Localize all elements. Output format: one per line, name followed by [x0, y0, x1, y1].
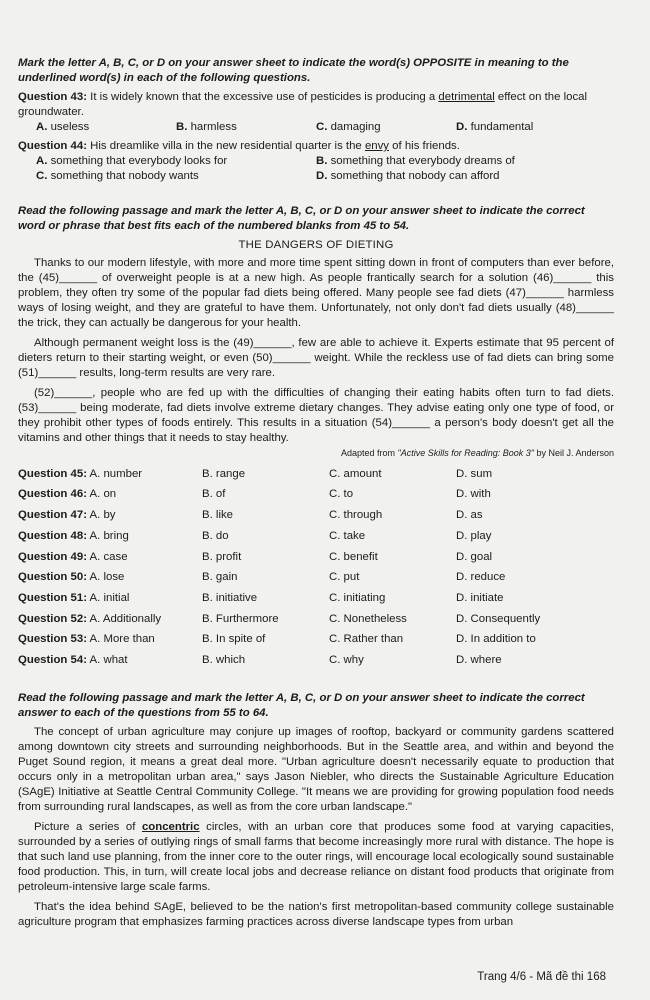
option-c: C. something that nobody wants — [36, 170, 199, 183]
question-44 — [18, 139, 614, 154]
cloze-question: Question 48: A. bring B. do C. take D. play — [18, 529, 492, 542]
options-43 — [18, 120, 614, 135]
cloze-question: Question 51: A. initial B. initiative C. initiating D. initiate — [18, 591, 504, 604]
option-b: B. something that everybody dreams of — [316, 155, 515, 168]
passage-paragraph: Picture a series of concentric circles, with an urban core that produces some food at varying capacities, surrounded by a series of outlying rings of small farms that become increasingly more rural with distance. The hope is that such land use planning, from the inner core to the outer rings, will encourage local ecologically sound sustainable food production. This, in turn, will create local jobs and decrease reliance on distant food products that originate from petroleum-intensive large scale farms. — [18, 821, 614, 894]
cloze-question: Question 49: A. case B. profit C. benefit D. goal — [18, 550, 493, 563]
passage-paragraph: The concept of urban agriculture may conjure up images of rooftop, backyard or community gardens scattered among downtown city streets and surrounding neighborhoods. But in the Seattle area, and within and beyond the Puget Sound region, it means a great deal more. "Urban agriculture doesn't necessarily equate to production that occurs only in a metropolitan urban area," says Jason Niebler, who directs the Sustainable Agriculture Education (SAgE) Initiative at Seattle Central Community College. "It means we are providing for growing population food needs from surrounding rural landscapes, as well as from the core urban landscape." — [18, 725, 614, 814]
instruction-reading: Read the following passage and mark the letter A, B, C, or D on your answer sheet to indicate the correct answer to each of the questions from 55 to 64. — [18, 691, 585, 719]
page-footer: Trang 4/6 - Mã đề thi 168 — [477, 971, 606, 983]
cloze-question: Question 46: A. on B. of C. to D. with — [18, 488, 491, 501]
question-label: Question 43: — [18, 91, 87, 104]
question-text: His dreamlike villa in the new residential quarter is the — [87, 140, 365, 153]
question-text: of his friends. — [389, 140, 460, 153]
question-43 — [18, 90, 614, 120]
source-citation: Adapted from "Active Skills for Reading: Book 3" by Neil J. Anderson — [340, 448, 614, 459]
option-c: C. damaging — [316, 121, 381, 134]
options-44 — [18, 154, 614, 184]
underlined-word: detrimental — [438, 91, 495, 104]
option-d: D. fundamental — [456, 121, 534, 134]
option-b: B. harmless — [176, 121, 237, 134]
question-text: It is widely known that the excessive use of pesticides is producing a — [87, 91, 439, 104]
cloze-question: Question 47: A. by B. like C. through D. as — [18, 509, 483, 522]
question-text: effect on the local groundwater. — [18, 91, 588, 119]
cloze-question: Question 45: A. number B. range C. amount D. sum — [18, 467, 493, 480]
cloze-question: Question 54: A. what B. which C. why D. where — [18, 653, 502, 666]
passage-title: THE DANGERS OF DIETING — [238, 239, 394, 252]
cloze-question-list — [18, 464, 614, 671]
option-a: A. something that everybody looks for — [36, 155, 228, 168]
question-label: Question 44: — [18, 140, 87, 153]
option-d: D. something that nobody can afford — [316, 170, 500, 183]
underlined-word: concentric — [141, 821, 200, 834]
underlined-word: envy — [364, 140, 389, 153]
option-a: A. useless — [36, 121, 90, 134]
passage-paragraph: Thanks to our modern lifestyle, with more and more time spent sitting down in front of computers than ever before, the (45)______ of overweight people is at a new high. As people frantically search for a solution (46)______ this problem, they often try some of the popular fad diets being offered. Many people see fad diets (47)______ harmless ways of losing weight, and they are grateful to have them. Unfortunately, not only don't fad diets usually (48)______ the trick, they can actually be dangerous for your health. — [18, 256, 614, 329]
passage-paragraph: That's the idea behind SAgE, believed to be the nation's first metropolitan-based community college sustainable agriculture program that emphasizes farming practices across diverse landscape types from urban — [18, 901, 614, 929]
instruction-cloze: Read the following passage and mark the letter A, B, C, or D on your answer sheet to indicate the correct word or phrase that best fits each of the numbered blanks from 45 to 54. — [18, 205, 585, 233]
instruction-opposite: Mark the letter A, B, C, or D on your answer sheet to indicate the word(s) OPPOSITE in meaning to the underlined word(s) in each of the following questions. — [18, 57, 569, 85]
cloze-question: Question 50: A. lose B. gain C. put D. reduce — [18, 571, 506, 584]
passage-paragraph: (52)______, people who are fed up with the difficulties of changing their eating habits often turn to fad diets. (53)______ being moderate, fad diets involve extreme dietary changes. They advise eating only one type of food, or they prohibit other types of foods entirely. This results in a situation (54)______ a person's body doesn't get all the vitamins and other things that it needs to stay healthy. — [18, 386, 614, 445]
cloze-question: Question 53: A. More than B. In spite of C. Rather than D. In addition to — [18, 633, 536, 646]
cloze-question: Question 52: A. Additionally B. Furthermore C. Nonetheless D. Consequently — [18, 612, 541, 625]
passage-paragraph: Although permanent weight loss is the (49)______, few are able to achieve it. Experts estimate that 95 percent of dieters return to their starting weight, or even (50)______ weight. While the reckless use of fad diets can bring some (51)______ results, long-term results are very rare. — [18, 336, 614, 379]
